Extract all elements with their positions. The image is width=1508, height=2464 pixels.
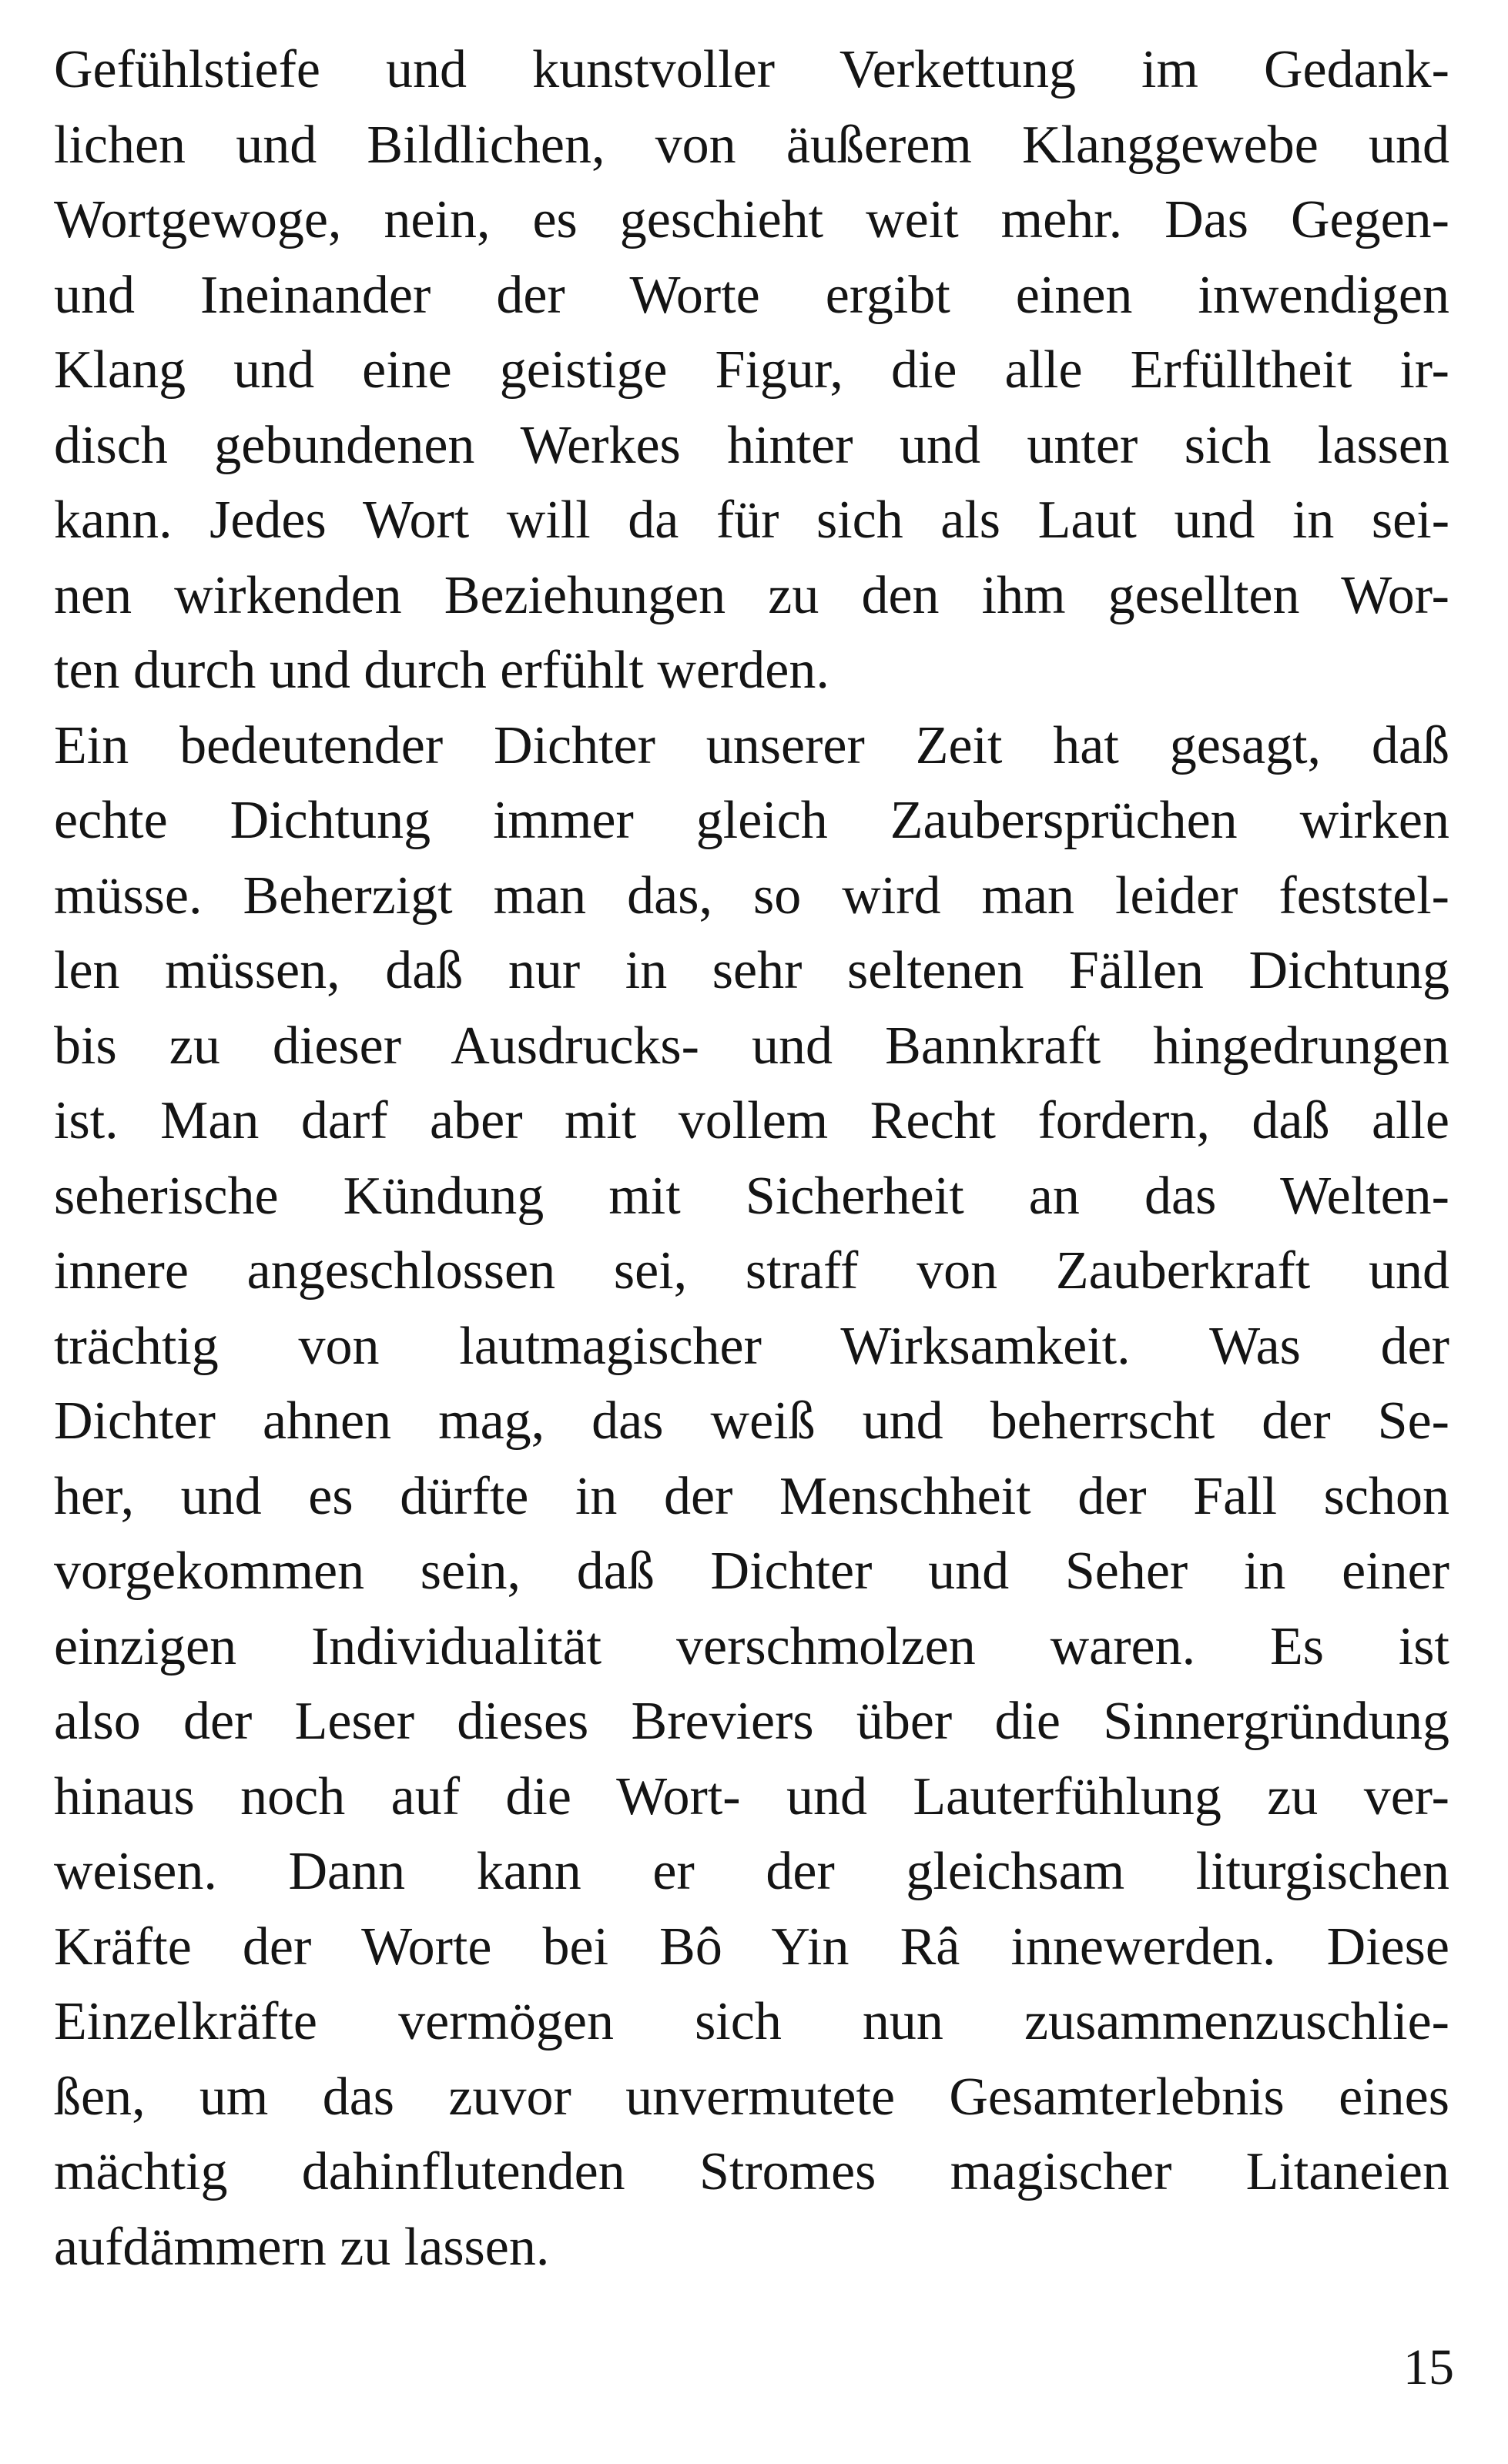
- text-line: Wortgewoge, nein, es geschieht weit mehr. Das Gegen-: [54, 190, 1449, 249]
- text-line: weisen. Dann kann er der gleichsam liturgischen: [54, 1842, 1449, 1901]
- text-line: lichen und Bildlichen, von äußerem Klanggewebe und: [54, 115, 1449, 175]
- text-line: Klang und eine geistige Figur, die alle Erfülltheit ir-: [54, 340, 1449, 400]
- text-line: Gefühlstiefe und kunstvoller Verkettung im Gedank-: [54, 40, 1449, 99]
- text-line: seherische Kündung mit Sicherheit an das Welten-: [54, 1166, 1449, 1226]
- text-line: ist. Man darf aber mit vollem Recht fordern, daß alle: [54, 1091, 1449, 1150]
- text-line: len müssen, daß nur in sehr seltenen Fällen Dichtung: [54, 941, 1449, 1000]
- text-line: Dichter ahnen mag, das weiß und beherrscht der Se-: [54, 1391, 1449, 1451]
- text-line: ten durch und durch erfühlt werden.: [54, 641, 829, 700]
- text-line: innere angeschlossen sei, straff von Zauberkraft und: [54, 1241, 1449, 1301]
- text-line: vorgekommen sein, daß Dichter und Seher in einer: [54, 1542, 1449, 1601]
- text-line: aufdämmern zu lassen.: [54, 2217, 550, 2277]
- text-line: und Ineinander der Worte ergibt einen inwendigen: [54, 265, 1449, 325]
- text-line: einzigen Individualität verschmolzen waren. Es ist: [54, 1616, 1449, 1676]
- text-line: also der Leser dieses Breviers über die Sinnergründung: [54, 1692, 1449, 1751]
- text-line: Ein bedeutender Dichter unserer Zeit hat gesagt, daß: [54, 715, 1449, 775]
- text-line: trächtig von lautmagischer Wirksamkeit. Was der: [54, 1316, 1449, 1376]
- body-text: [54, 32, 1449, 2285]
- text-line: echte Dichtung immer gleich Zaubersprüchen wirken: [54, 791, 1449, 850]
- page-number: 15: [1403, 2339, 1454, 2395]
- text-line: Kräfte der Worte bei Bô Yin Râ innewerden. Diese: [54, 1917, 1449, 1977]
- text-line: bis zu dieser Ausdrucks- und Bannkraft hingedrungen: [54, 1016, 1449, 1076]
- text-line: her, und es dürfte in der Menschheit der Fall schon: [54, 1466, 1449, 1526]
- text-line: nen wirkenden Beziehungen zu den ihm gesellten Wor-: [54, 565, 1449, 625]
- text-line: ßen, um das zuvor unvermutete Gesamterlebnis eines: [54, 2067, 1449, 2127]
- text-line: müsse. Beherzigt man das, so wird man leider feststel-: [54, 865, 1449, 926]
- text-line: disch gebundenen Werkes hinter und unter sich lassen: [54, 415, 1449, 475]
- text-line: Einzelkräfte vermögen sich nun zusammenzuschlie-: [54, 1992, 1449, 2051]
- text-line: kann. Jedes Wort will da für sich als Laut und in sei-: [54, 490, 1449, 550]
- text-line: mächtig dahinflutenden Stromes magischer Litaneien: [54, 2142, 1449, 2201]
- text-line: hinaus noch auf die Wort- und Lauterfühlung zu ver-: [54, 1766, 1449, 1826]
